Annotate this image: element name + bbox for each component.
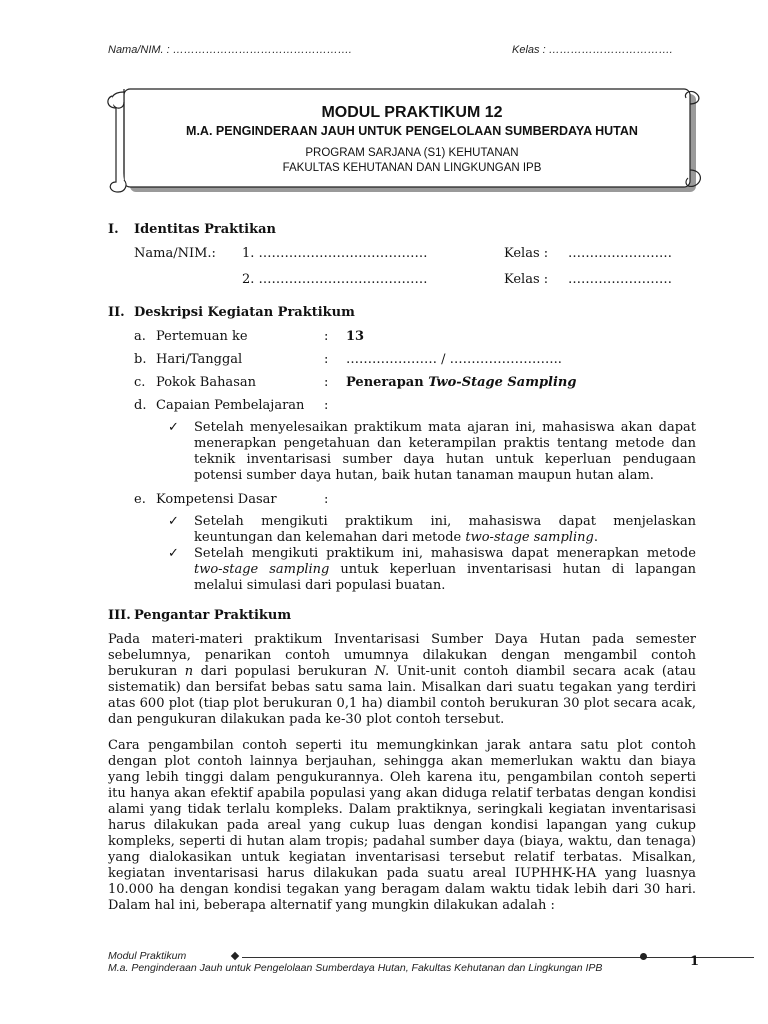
kelas-value-2: …………………… — [568, 272, 672, 287]
pertemuan-value: 13 — [346, 329, 365, 344]
list-item: ✓ Setelah menyelesaikan praktikum mata ajaran ini, mahasiswa akan dapat menerapkan pengetahuan dan keterampilan praktis tentang metode dan teknik inventarisasi sumber daya hutan untuk keperluan pendugaan potensi sumber daya hutan, baik hutan tanaman maupun hutan alam. — [168, 420, 696, 483]
pokok-bahasan-value: Penerapan Two-Stage Sampling — [346, 375, 577, 390]
check-icon: ✓ — [168, 514, 179, 529]
header-kelas: Kelas : ……………………………. — [512, 44, 673, 56]
page-footer — [108, 950, 698, 974]
nim-entry-1: 1. ………………………………… — [242, 246, 428, 261]
paragraph-1: Pada materi-materi praktikum Inventarisasi Sumber Daya Hutan pada semester sebelumnya, penarikan contoh umumnya dilakukan dengan mengambil contoh berukuran n dari populasi berukuran N. Unit-unit contoh diambil secara acak (atau sistematik) dan bersifat bebas satu sama lain. Misalkan dari suatu tegakan yang terdiri atas 600 plot (tiap plot berukuran 0,1 ha) diambil contoh berukuran 30 plot secara acak, dan pengukuran dilakukan pada ke-30 plot contoh tersebut. — [108, 632, 697, 727]
page-number: 1 — [690, 954, 700, 969]
list-item: ✓ Setelah mengikuti praktikum ini, mahasiswa dapat menerapkan metode two-stage sampling untuk keperluan inventarisasi hutan di lapangan melalui simulasi dari populasi buatan. — [168, 546, 696, 593]
module-subtitle: M.A. PENGINDERAAN JAUH UNTUK PENGELOLAAN SUMBERDAYA HUTAN — [186, 124, 638, 138]
document-body — [108, 222, 696, 914]
title-banner — [104, 84, 704, 196]
list-item: ✓ Setelah mengikuti praktikum ini, mahasiswa dapat menjelaskan keuntungan dan kelemahan dari metode two-stage sampling. — [168, 514, 696, 545]
kelas-label-2: Kelas : — [504, 272, 549, 287]
kompetensi-list — [108, 514, 696, 594]
capaian-list — [108, 420, 696, 484]
section-deskripsi-heading: II. Deskripsi Kegiatan Praktikum — [108, 305, 355, 320]
item-capaian: d. Capaian Pembelajaran : — [134, 398, 329, 413]
program-name: PROGRAM SARJANA (S1) KEHUTANAN — [305, 147, 519, 159]
scroll-banner-graphic — [104, 84, 704, 196]
nim-entry-2: 2. ………………………………… — [242, 272, 428, 287]
check-icon: ✓ — [168, 546, 179, 561]
check-icon: ✓ — [168, 420, 179, 435]
kelas-value-1: …………………… — [568, 246, 672, 261]
item-kompetensi: e. Kompetensi Dasar : — [134, 492, 329, 507]
bullet-dot-icon — [640, 953, 647, 960]
hari-tanggal-value: ………………… / …………………….. — [346, 352, 562, 367]
item-pokok-bahasan: c. Pokok Bahasan : Penerapan Two-Stage Sampling — [108, 375, 696, 391]
footer-course: M.a. Penginderaan Jauh untuk Pengelolaan Sumberdaya Hutan, Fakultas Kehutanan dan Lingkungan IPB — [108, 962, 603, 974]
nim-row-2 — [108, 272, 696, 288]
section-identitas-heading: I. Identitas Praktikan — [108, 222, 276, 237]
nim-row-1 — [108, 246, 696, 262]
footer-divider — [242, 957, 754, 958]
footer-module: Modul Praktikum — [108, 950, 187, 962]
item-hari-tanggal: b. Hari/Tanggal : ………………… / …………………….. — [108, 352, 696, 368]
paragraph-2: Cara pengambilan contoh seperti itu memungkinkan jarak antara satu plot contoh dengan plot contoh lainnya berjauhan, sehingga akan memerlukan waktu dan biaya yang lebih tinggi dalam pengukurannya. Oleh karena itu, pengambilan contoh seperti itu hanya akan efektif apabila populasi yang akan diduga relatif terbatas dengan kondisi alami yang tidak terlalu kompleks. Dalam praktiknya, seringkali kegiatan inventarisasi harus dilakukan pada areal yang cukup luas dengan kondisi lapangan yang cukup kompleks, seperti di hutan alam tropis; padahal sumber daya (biaya, waktu, dan tenaga) yang dialokasikan untuk kegiatan inventarisasi tersebut relatif terbatas. Misalkan, kegiatan inventarisasi harus dilakukan pada suatu areal IUPHHK-HA yang luasnya 10.000 ha dengan kondisi tegakan yang beragam dalam waktu tidak lebih dari 30 hari. Dalam hal ini, beberapa alternatif yang mungkin dilakukan adalah : — [108, 738, 696, 913]
section-pengantar-heading: III. Pengantar Praktikum — [108, 608, 292, 623]
faculty-name: FAKULTAS KEHUTANAN DAN LINGKUNGAN IPB — [282, 162, 542, 174]
module-title: MODUL PRAKTIKUM 12 — [321, 104, 503, 121]
item-pertemuan: a. Pertemuan ke : 13 — [108, 329, 696, 345]
header-nama-nim: Nama/NIM. : …………………………………………. — [108, 44, 352, 56]
kelas-label-1: Kelas : — [504, 246, 549, 261]
nim-label: Nama/NIM.: — [134, 246, 216, 261]
